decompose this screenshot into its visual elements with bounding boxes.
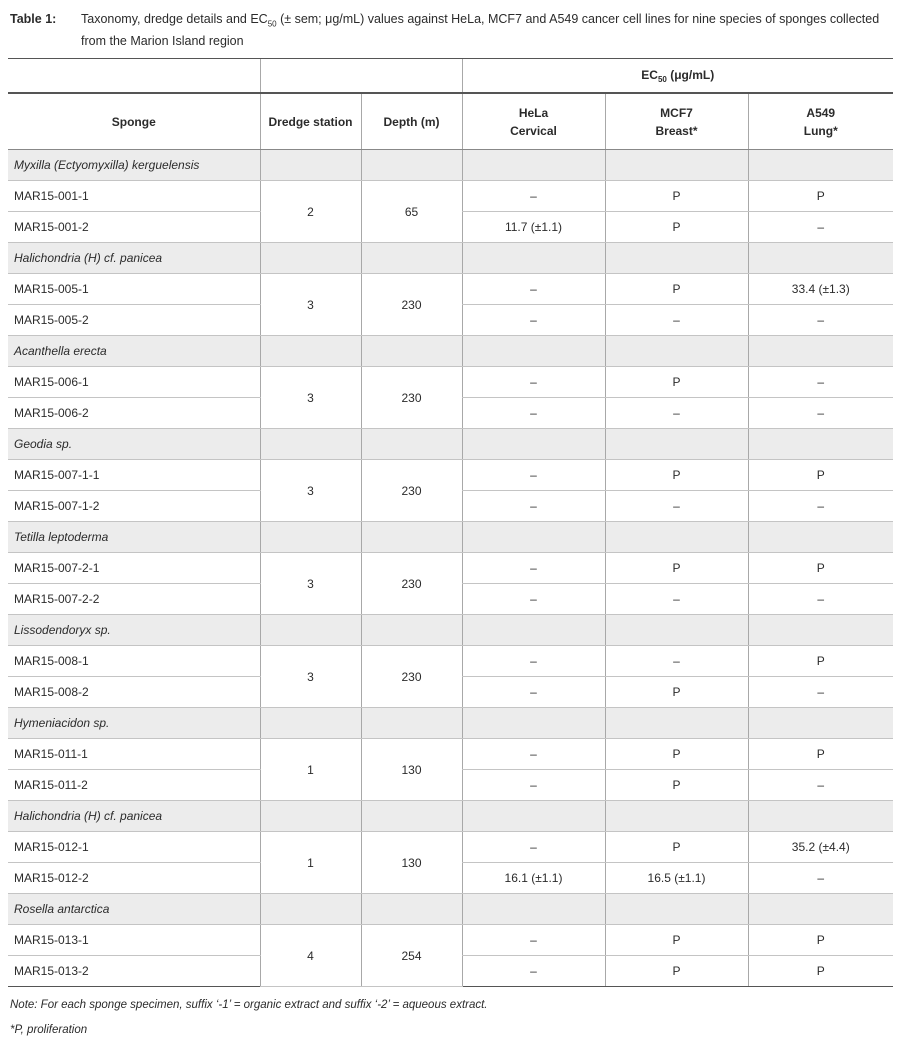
specimen-id: MAR15-005-2: [8, 305, 260, 336]
a549-value: –: [748, 491, 893, 522]
species-empty-cell: [361, 243, 462, 274]
hela-value: –: [462, 491, 605, 522]
dredge-station-value: 3: [260, 460, 361, 522]
mcf7-value: P: [605, 367, 748, 398]
dredge-station-value: 3: [260, 274, 361, 336]
hela-value: –: [462, 398, 605, 429]
specimen-id: MAR15-006-2: [8, 398, 260, 429]
mcf7-value: P: [605, 956, 748, 987]
caption-label: Table 1:: [10, 12, 57, 26]
hela-value: 11.7 (±1.1): [462, 212, 605, 243]
header-row-columns: [8, 93, 893, 150]
hela-value: –: [462, 832, 605, 863]
specimen-id: MAR15-007-2-2: [8, 584, 260, 615]
a549-value: P: [748, 181, 893, 212]
mcf7-value: 16.5 (±1.1): [605, 863, 748, 894]
table-note: Note: For each sponge specimen, suffix ‘-1’ = organic extract and suffix ‘-2’ = aqueous extract.: [10, 999, 488, 1011]
species-empty-cell: [748, 894, 893, 925]
caption-subscript: 50: [267, 19, 277, 29]
specimen-id: MAR15-013-1: [8, 925, 260, 956]
hela-value: –: [462, 305, 605, 336]
dredge-station-value: 3: [260, 367, 361, 429]
header-a549-line2: Lung*: [803, 123, 838, 138]
a549-value: P: [748, 460, 893, 491]
mcf7-value: –: [605, 646, 748, 677]
mcf7-value: –: [605, 398, 748, 429]
species-empty-cell: [462, 150, 605, 181]
table-body: [8, 150, 893, 987]
species-row: [8, 150, 893, 181]
species-name: Tetilla leptoderma: [8, 522, 260, 553]
a549-value: –: [748, 677, 893, 708]
table-row: [8, 739, 893, 770]
species-empty-cell: [361, 150, 462, 181]
species-empty-cell: [260, 429, 361, 460]
hela-value: –: [462, 770, 605, 801]
species-name: Myxilla (Ectyomyxilla) kerguelensis: [8, 150, 260, 181]
mcf7-value: P: [605, 181, 748, 212]
hela-value: –: [462, 367, 605, 398]
depth-value: 130: [361, 832, 462, 894]
species-row: [8, 429, 893, 460]
depth-value: 230: [361, 367, 462, 429]
species-row: [8, 894, 893, 925]
mcf7-value: P: [605, 274, 748, 305]
mcf7-value: P: [605, 212, 748, 243]
species-empty-cell: [260, 150, 361, 181]
header-mcf7-line1: MCF7: [660, 105, 693, 120]
dredge-station-value: 2: [260, 181, 361, 243]
species-name: Halichondria (H) cf. panicea: [8, 801, 260, 832]
table-row: [8, 274, 893, 305]
header-empty-cell: [260, 59, 462, 94]
header-hela-line1: HeLa: [518, 105, 549, 120]
dredge-station-value: 3: [260, 553, 361, 615]
species-empty-cell: [361, 894, 462, 925]
species-name: Acanthella erecta: [8, 336, 260, 367]
hela-value: –: [462, 925, 605, 956]
species-empty-cell: [462, 894, 605, 925]
a549-value: –: [748, 584, 893, 615]
a549-value: –: [748, 212, 893, 243]
species-empty-cell: [605, 522, 748, 553]
depth-value: 230: [361, 460, 462, 522]
header-hela-line2: Cervical: [510, 123, 557, 138]
species-row: [8, 522, 893, 553]
species-empty-cell: [462, 801, 605, 832]
species-empty-cell: [462, 336, 605, 367]
species-name: Geodia sp.: [8, 429, 260, 460]
hela-value: –: [462, 274, 605, 305]
species-empty-cell: [462, 708, 605, 739]
mcf7-value: –: [605, 491, 748, 522]
specimen-id: MAR15-012-2: [8, 863, 260, 894]
species-name: Lissodendoryx sp.: [8, 615, 260, 646]
specimen-id: MAR15-007-1-1: [8, 460, 260, 491]
dredge-station-value: 3: [260, 646, 361, 708]
hela-value: –: [462, 646, 605, 677]
table-row: [8, 181, 893, 212]
hela-value: –: [462, 956, 605, 987]
depth-value: 130: [361, 739, 462, 801]
a549-value: 33.4 (±1.3): [748, 274, 893, 305]
species-row: [8, 801, 893, 832]
header-dredge-station: Dredge station: [260, 93, 361, 150]
header-a549-line1: A549: [806, 105, 836, 120]
species-empty-cell: [462, 243, 605, 274]
a549-value: P: [748, 646, 893, 677]
species-empty-cell: [361, 429, 462, 460]
species-empty-cell: [462, 615, 605, 646]
caption-text-part: (± sem; μg/mL) values against HeLa, MCF7 and A549 cancer cell lines for nine species of sponges collected from the Marion Island region: [81, 12, 880, 48]
species-empty-cell: [605, 708, 748, 739]
species-empty-cell: [361, 522, 462, 553]
a549-value: P: [748, 956, 893, 987]
species-empty-cell: [748, 708, 893, 739]
a549-value: –: [748, 305, 893, 336]
species-empty-cell: [748, 429, 893, 460]
specimen-id: MAR15-007-1-2: [8, 491, 260, 522]
table-row: [8, 646, 893, 677]
species-row: [8, 336, 893, 367]
mcf7-value: –: [605, 584, 748, 615]
species-empty-cell: [361, 708, 462, 739]
species-empty-cell: [260, 522, 361, 553]
ec-subscript: 50: [657, 74, 667, 84]
species-empty-cell: [748, 801, 893, 832]
specimen-id: MAR15-013-2: [8, 956, 260, 987]
a549-value: –: [748, 863, 893, 894]
specimen-id: MAR15-011-2: [8, 770, 260, 801]
hela-value: –: [462, 677, 605, 708]
species-empty-cell: [605, 429, 748, 460]
caption-text: [81, 11, 893, 50]
mcf7-value: P: [605, 553, 748, 584]
hela-value: 16.1 (±1.1): [462, 863, 605, 894]
a549-value: –: [748, 770, 893, 801]
a549-value: –: [748, 398, 893, 429]
specimen-id: MAR15-005-1: [8, 274, 260, 305]
ec-label: EC: [641, 67, 658, 82]
header-hela: [462, 93, 605, 150]
depth-value: 230: [361, 274, 462, 336]
specimen-id: MAR15-012-1: [8, 832, 260, 863]
species-empty-cell: [462, 429, 605, 460]
header-depth: Depth (m): [361, 93, 462, 150]
species-row: [8, 708, 893, 739]
header-mcf7-line2: Breast*: [655, 123, 698, 138]
hela-value: –: [462, 584, 605, 615]
hela-value: –: [462, 553, 605, 584]
mcf7-value: P: [605, 925, 748, 956]
table-row: [8, 553, 893, 584]
specimen-id: MAR15-011-1: [8, 739, 260, 770]
species-name: Rosella antarctica: [8, 894, 260, 925]
species-name: Hymeniacidon sp.: [8, 708, 260, 739]
species-empty-cell: [260, 708, 361, 739]
species-name: Halichondria (H) cf. panicea: [8, 243, 260, 274]
table-row: [8, 367, 893, 398]
mcf7-value: P: [605, 677, 748, 708]
species-empty-cell: [605, 615, 748, 646]
specimen-id: MAR15-008-1: [8, 646, 260, 677]
table-row: [8, 925, 893, 956]
mcf7-value: P: [605, 770, 748, 801]
mcf7-value: –: [605, 305, 748, 336]
species-empty-cell: [260, 894, 361, 925]
species-row: [8, 243, 893, 274]
caption-text-part: Taxonomy, dredge details and EC: [81, 12, 268, 26]
species-row: [8, 615, 893, 646]
depth-value: 254: [361, 925, 462, 987]
a549-value: –: [748, 367, 893, 398]
header-sponge: Sponge: [8, 93, 260, 150]
depth-value: 230: [361, 553, 462, 615]
species-empty-cell: [748, 615, 893, 646]
species-empty-cell: [462, 522, 605, 553]
species-empty-cell: [260, 801, 361, 832]
species-empty-cell: [605, 150, 748, 181]
dredge-station-value: 1: [260, 739, 361, 801]
specimen-id: MAR15-001-1: [8, 181, 260, 212]
species-empty-cell: [605, 894, 748, 925]
table-row: [8, 832, 893, 863]
dredge-station-value: 4: [260, 925, 361, 987]
species-empty-cell: [361, 615, 462, 646]
species-empty-cell: [748, 150, 893, 181]
hela-value: –: [462, 460, 605, 491]
species-empty-cell: [260, 243, 361, 274]
specimen-id: MAR15-001-2: [8, 212, 260, 243]
a549-value: P: [748, 553, 893, 584]
data-table: [8, 58, 893, 987]
header-a549: [748, 93, 893, 150]
species-empty-cell: [605, 243, 748, 274]
footnote-proliferation: *P, proliferation: [10, 1024, 88, 1036]
a549-value: 35.2 (±4.4): [748, 832, 893, 863]
species-empty-cell: [260, 336, 361, 367]
mcf7-value: P: [605, 739, 748, 770]
hela-value: –: [462, 181, 605, 212]
species-empty-cell: [748, 522, 893, 553]
specimen-id: MAR15-008-2: [8, 677, 260, 708]
header-row-top: [8, 59, 893, 94]
dredge-station-value: 1: [260, 832, 361, 894]
species-empty-cell: [748, 243, 893, 274]
hela-value: –: [462, 739, 605, 770]
species-empty-cell: [361, 801, 462, 832]
specimen-id: MAR15-007-2-1: [8, 553, 260, 584]
species-empty-cell: [361, 336, 462, 367]
mcf7-value: P: [605, 460, 748, 491]
a549-value: P: [748, 925, 893, 956]
species-empty-cell: [605, 801, 748, 832]
specimen-id: MAR15-006-1: [8, 367, 260, 398]
species-empty-cell: [748, 336, 893, 367]
header-mcf7: [605, 93, 748, 150]
species-empty-cell: [605, 336, 748, 367]
depth-value: 65: [361, 181, 462, 243]
depth-value: 230: [361, 646, 462, 708]
table-row: [8, 460, 893, 491]
header-ec50: [462, 59, 893, 94]
a549-value: P: [748, 739, 893, 770]
mcf7-value: P: [605, 832, 748, 863]
header-empty-cell: [8, 59, 260, 94]
ec-unit: (μg/mL): [666, 67, 715, 82]
species-empty-cell: [260, 615, 361, 646]
